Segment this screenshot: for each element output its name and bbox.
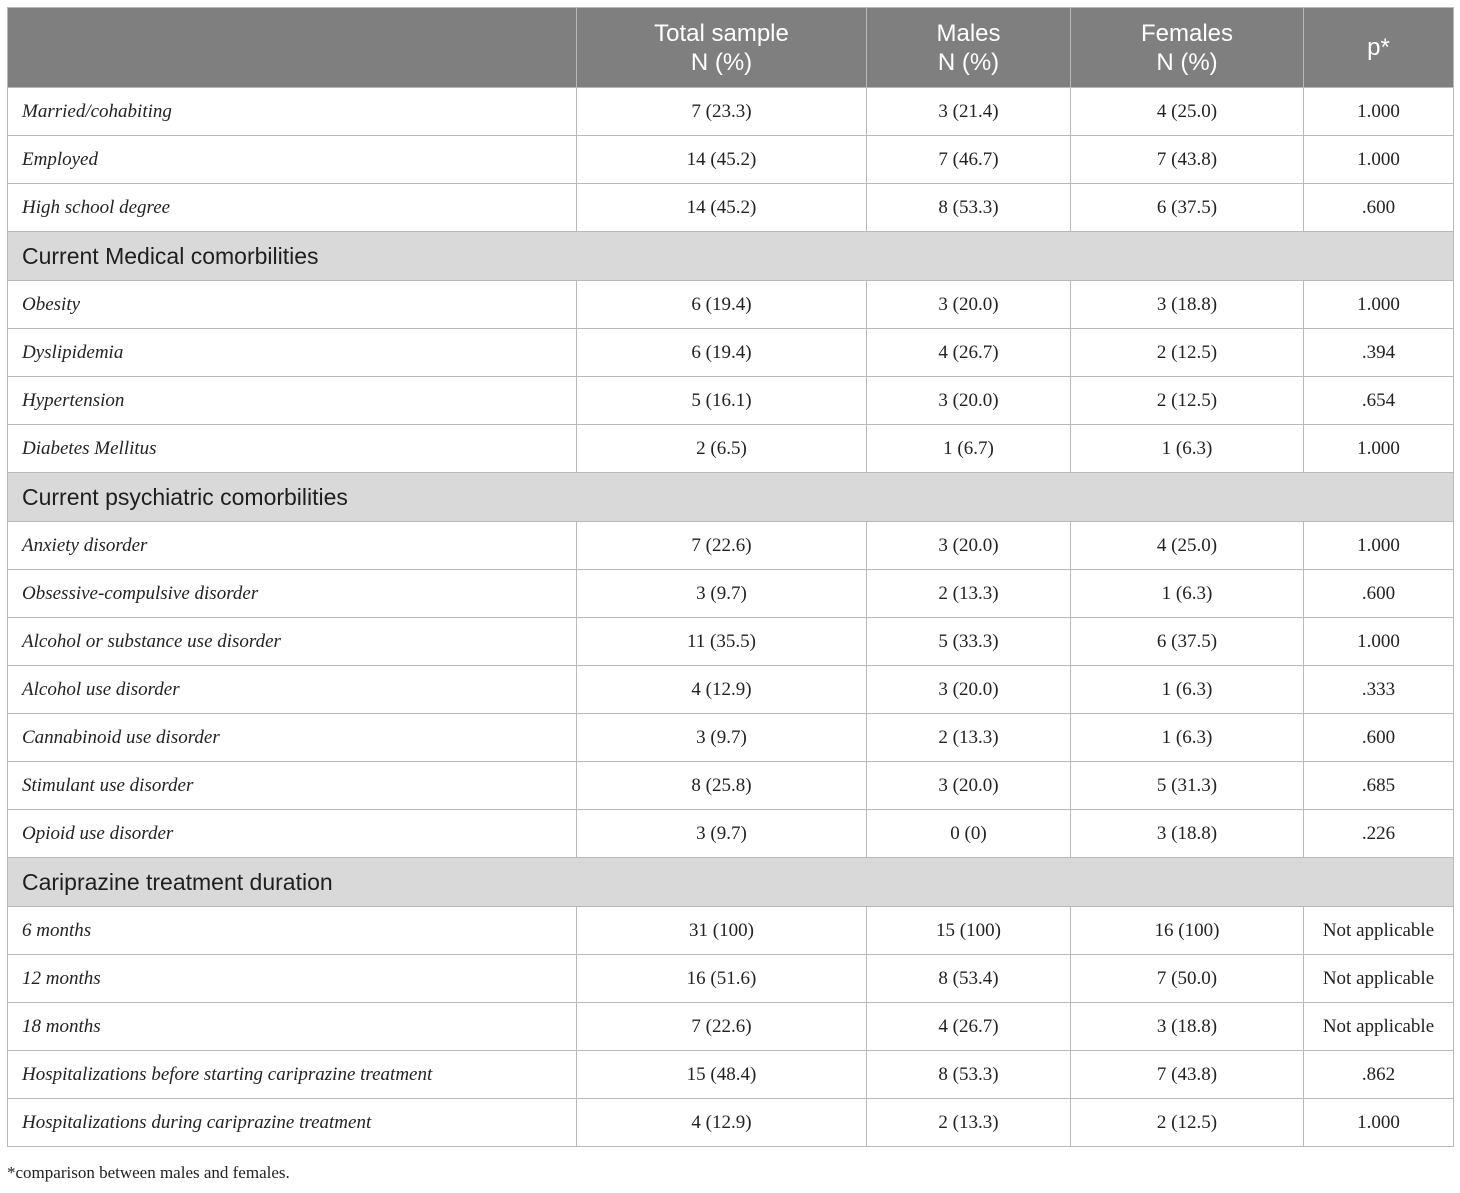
- p-value: 1.000: [1304, 618, 1454, 666]
- males-value: 8 (53.3): [867, 1051, 1071, 1099]
- table-row: [8, 955, 1454, 1003]
- males-value: 3 (21.4): [867, 88, 1071, 136]
- row-label: Alcohol use disorder: [8, 666, 577, 714]
- table-row: [8, 377, 1454, 425]
- row-label: Anxiety disorder: [8, 522, 577, 570]
- females-value: 1 (6.3): [1071, 666, 1304, 714]
- total-value: 4 (12.9): [577, 666, 867, 714]
- females-value: 3 (18.8): [1071, 281, 1304, 329]
- table-body: [8, 88, 1454, 1147]
- header-empty-cell: [8, 8, 577, 88]
- p-value: .600: [1304, 570, 1454, 618]
- total-value: 8 (25.8): [577, 762, 867, 810]
- p-value: .862: [1304, 1051, 1454, 1099]
- total-value: 4 (12.9): [577, 1099, 867, 1147]
- section-title: Current psychiatric comorbilities: [8, 473, 1454, 522]
- males-value: 1 (6.7): [867, 425, 1071, 473]
- males-value: 3 (20.0): [867, 666, 1071, 714]
- section-header-medical: [8, 232, 1454, 281]
- males-value: 3 (20.0): [867, 377, 1071, 425]
- row-label: Obesity: [8, 281, 577, 329]
- males-value: 3 (20.0): [867, 522, 1071, 570]
- table-row: [8, 522, 1454, 570]
- header-total-sample: [577, 8, 867, 88]
- header-males: [867, 8, 1071, 88]
- males-value: 8 (53.4): [867, 955, 1071, 1003]
- total-value: 6 (19.4): [577, 329, 867, 377]
- row-label: Stimulant use disorder: [8, 762, 577, 810]
- header-males-title: Males: [936, 19, 1001, 47]
- p-value: .685: [1304, 762, 1454, 810]
- males-value: 0 (0): [867, 810, 1071, 858]
- females-value: 1 (6.3): [1071, 570, 1304, 618]
- header-females: [1071, 8, 1304, 88]
- row-label: Hypertension: [8, 377, 577, 425]
- total-value: 2 (6.5): [577, 425, 867, 473]
- p-value: .654: [1304, 377, 1454, 425]
- p-value: 1.000: [1304, 281, 1454, 329]
- row-label: Married/cohabiting: [8, 88, 577, 136]
- demographics-table: [7, 7, 1454, 1147]
- p-value: .226: [1304, 810, 1454, 858]
- row-label: 18 months: [8, 1003, 577, 1051]
- females-value: 4 (25.0): [1071, 522, 1304, 570]
- p-value: .333: [1304, 666, 1454, 714]
- males-value: 2 (13.3): [867, 714, 1071, 762]
- row-label: Diabetes Mellitus: [8, 425, 577, 473]
- males-value: 2 (13.3): [867, 1099, 1071, 1147]
- p-value: 1.000: [1304, 88, 1454, 136]
- table-row: [8, 1099, 1454, 1147]
- header-females-title: Females: [1140, 19, 1234, 47]
- males-value: 2 (13.3): [867, 570, 1071, 618]
- table-row: [8, 184, 1454, 232]
- total-value: 7 (23.3): [577, 88, 867, 136]
- females-value: 5 (31.3): [1071, 762, 1304, 810]
- females-value: 2 (12.5): [1071, 1099, 1304, 1147]
- table-row: [8, 666, 1454, 714]
- row-label: 12 months: [8, 955, 577, 1003]
- table-row: [8, 329, 1454, 377]
- table-row: [8, 1003, 1454, 1051]
- total-value: 16 (51.6): [577, 955, 867, 1003]
- row-label: Opioid use disorder: [8, 810, 577, 858]
- total-value: 5 (16.1): [577, 377, 867, 425]
- row-label: Dyslipidemia: [8, 329, 577, 377]
- row-label: Hospitalizations before starting cariprazine treatment: [8, 1051, 577, 1099]
- table-row: [8, 907, 1454, 955]
- total-value: 7 (22.6): [577, 522, 867, 570]
- males-value: 5 (33.3): [867, 618, 1071, 666]
- table-row: [8, 810, 1454, 858]
- header-total-sample-unit: N (%): [690, 48, 753, 76]
- header-females-unit: N (%): [1156, 48, 1218, 76]
- p-value: 1.000: [1304, 522, 1454, 570]
- females-value: 3 (18.8): [1071, 1003, 1304, 1051]
- total-value: 3 (9.7): [577, 714, 867, 762]
- table-container: [7, 7, 1453, 1147]
- p-value: 1.000: [1304, 136, 1454, 184]
- table-footnote: *comparison between males and females.: [7, 1163, 290, 1182]
- header-p-value: p*: [1304, 8, 1454, 88]
- total-value: 6 (19.4): [577, 281, 867, 329]
- females-value: 4 (25.0): [1071, 88, 1304, 136]
- males-value: 7 (46.7): [867, 136, 1071, 184]
- males-value: 3 (20.0): [867, 762, 1071, 810]
- p-value: .600: [1304, 184, 1454, 232]
- p-value: Not applicable: [1304, 1003, 1454, 1051]
- females-value: 6 (37.5): [1071, 184, 1304, 232]
- females-value: 7 (43.8): [1071, 136, 1304, 184]
- table-row: [8, 1051, 1454, 1099]
- section-title: Current Medical comorbilities: [8, 232, 1454, 281]
- p-value: .394: [1304, 329, 1454, 377]
- total-value: 7 (22.6): [577, 1003, 867, 1051]
- females-value: 7 (43.8): [1071, 1051, 1304, 1099]
- total-value: 14 (45.2): [577, 184, 867, 232]
- row-label: 6 months: [8, 907, 577, 955]
- females-value: 6 (37.5): [1071, 618, 1304, 666]
- table-header: [8, 8, 1454, 88]
- header-males-unit: N (%): [937, 48, 1000, 76]
- p-value: .600: [1304, 714, 1454, 762]
- table-row: [8, 88, 1454, 136]
- row-label: Cannabinoid use disorder: [8, 714, 577, 762]
- total-value: 14 (45.2): [577, 136, 867, 184]
- p-value: 1.000: [1304, 425, 1454, 473]
- row-label: Hospitalizations during cariprazine treatment: [8, 1099, 577, 1147]
- males-value: 3 (20.0): [867, 281, 1071, 329]
- section-title: Cariprazine treatment duration: [8, 858, 1454, 907]
- p-value: Not applicable: [1304, 907, 1454, 955]
- females-value: 2 (12.5): [1071, 329, 1304, 377]
- row-label: High school degree: [8, 184, 577, 232]
- header-row: [8, 8, 1454, 88]
- row-label: Employed: [8, 136, 577, 184]
- total-value: 31 (100): [577, 907, 867, 955]
- table-row: [8, 618, 1454, 666]
- females-value: 1 (6.3): [1071, 714, 1304, 762]
- total-value: 3 (9.7): [577, 810, 867, 858]
- males-value: 15 (100): [867, 907, 1071, 955]
- females-value: 3 (18.8): [1071, 810, 1304, 858]
- header-total-sample-title: Total sample: [654, 19, 789, 47]
- females-value: 2 (12.5): [1071, 377, 1304, 425]
- males-value: 8 (53.3): [867, 184, 1071, 232]
- total-value: 3 (9.7): [577, 570, 867, 618]
- row-label: Alcohol or substance use disorder: [8, 618, 577, 666]
- table-row: [8, 281, 1454, 329]
- section-header-psychiatric: [8, 473, 1454, 522]
- females-value: 1 (6.3): [1071, 425, 1304, 473]
- table-row: [8, 570, 1454, 618]
- males-value: 4 (26.7): [867, 329, 1071, 377]
- total-value: 15 (48.4): [577, 1051, 867, 1099]
- females-value: 7 (50.0): [1071, 955, 1304, 1003]
- section-header-treatment-duration: [8, 858, 1454, 907]
- table-row: [8, 136, 1454, 184]
- table-row: [8, 762, 1454, 810]
- males-value: 4 (26.7): [867, 1003, 1071, 1051]
- females-value: 16 (100): [1071, 907, 1304, 955]
- table-row: [8, 714, 1454, 762]
- total-value: 11 (35.5): [577, 618, 867, 666]
- p-value: 1.000: [1304, 1099, 1454, 1147]
- p-value: Not applicable: [1304, 955, 1454, 1003]
- row-label: Obsessive-compulsive disorder: [8, 570, 577, 618]
- table-row: [8, 425, 1454, 473]
